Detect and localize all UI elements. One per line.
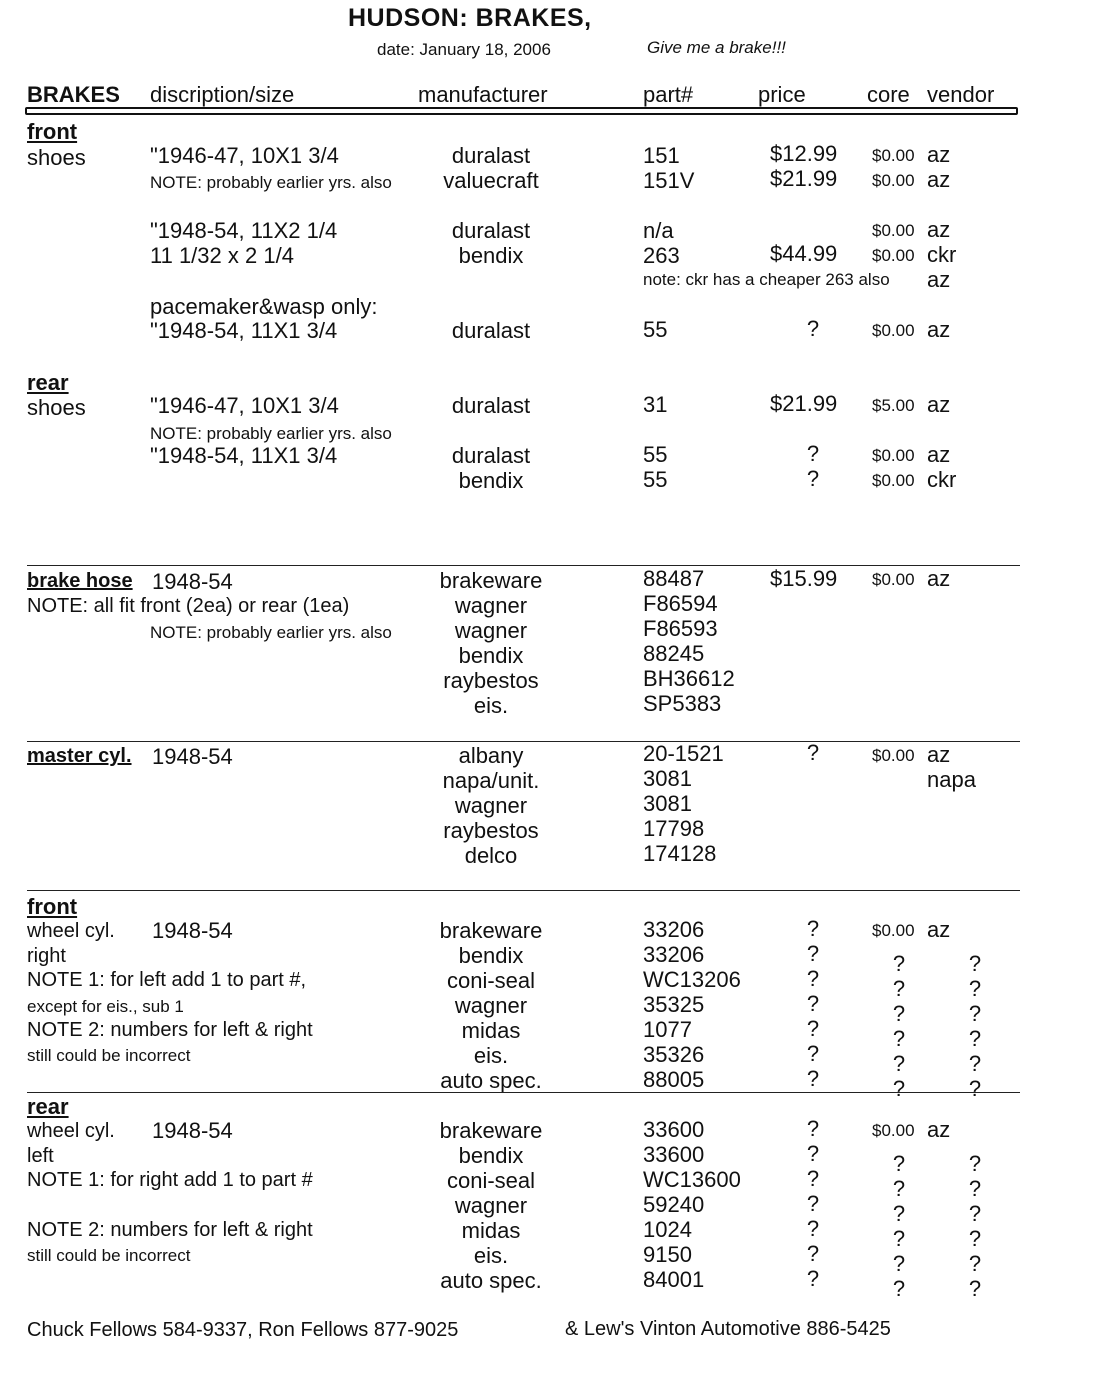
part-cell: 33206 <box>643 942 705 967</box>
part-cell: BH36612 <box>643 666 735 691</box>
vendor-cell: ? <box>968 1001 982 1026</box>
core-cell: $0.00 <box>872 321 915 340</box>
vendor-cell: ckr <box>927 242 957 267</box>
col-brakes: BRAKES <box>27 82 120 107</box>
manufacturer-cell: midas <box>461 1018 521 1043</box>
part-cell: 31 <box>643 392 668 417</box>
part-cell: 59240 <box>643 1192 705 1217</box>
vendor-cell: az <box>927 167 951 192</box>
part-cell: 88245 <box>643 641 705 666</box>
part-cell: 35325 <box>643 992 705 1017</box>
vendor-cell: az <box>927 917 951 942</box>
col-manufacturer: manufacturer <box>418 82 548 107</box>
price-cell: ? <box>806 466 820 491</box>
section-front-wheel-cyl: front <box>27 894 78 919</box>
core-cell: $0.00 <box>872 570 915 589</box>
vendor-cell: az <box>927 742 951 767</box>
years: 1948-54 <box>152 1118 233 1143</box>
vendor-cell: ? <box>968 1201 982 1226</box>
part-cell: 88487 <box>643 566 705 591</box>
price-cell: ? <box>806 941 820 966</box>
core-cell: ? <box>892 1051 906 1076</box>
core-cell: $0.00 <box>872 146 915 165</box>
description: "1948-54, 11X1 3/4 <box>150 318 338 343</box>
price-cell: $21.99 <box>770 391 838 416</box>
item-label: wheel cyl. <box>27 920 115 942</box>
manufacturer-cell: wagner <box>454 1193 528 1218</box>
manufacturer-cell: eis. <box>473 1043 509 1068</box>
vendor-cell: ? <box>968 1176 982 1201</box>
vendor-cell: ? <box>968 1276 982 1301</box>
col-price: price <box>758 82 806 107</box>
manufacturer-cell: auto spec. <box>440 1268 542 1293</box>
manufacturer-cell: coni-seal <box>446 968 536 993</box>
header-divider <box>25 107 1018 115</box>
section-divider <box>27 890 1020 891</box>
part-cell: 55 <box>643 442 668 467</box>
vendor-cell: ? <box>968 1251 982 1276</box>
description: pacemaker&wasp only: <box>150 294 378 319</box>
tagline: Give me a brake!!! <box>647 38 786 57</box>
vendor-cell: az <box>927 267 951 292</box>
price-cell: ? <box>806 1041 820 1066</box>
price-cell: ? <box>806 1241 820 1266</box>
part-cell: 263 <box>643 243 680 268</box>
part-cell: 1024 <box>643 1217 692 1242</box>
core-cell: ? <box>892 1201 906 1226</box>
vendor-cell: az <box>927 142 951 167</box>
price-cell: $12.99 <box>770 141 838 166</box>
manufacturer-cell: duralast <box>451 143 531 168</box>
vendor-cell: az <box>927 566 951 591</box>
price-cell: ? <box>806 1066 820 1091</box>
part-cell: 17798 <box>643 816 705 841</box>
price-cell: ? <box>806 966 820 991</box>
description: "1946-47, 10X1 3/4 <box>150 393 339 418</box>
part-cell: 88005 <box>643 1067 705 1092</box>
manufacturer-cell: eis. <box>473 1243 509 1268</box>
years: 1948-54 <box>152 744 233 769</box>
item-label: shoes <box>27 395 86 420</box>
vendor-cell: az <box>927 392 951 417</box>
price-cell: ? <box>806 1016 820 1041</box>
note: NOTE 1: for left add 1 to part #, <box>27 969 307 991</box>
item-label: wheel cyl. <box>27 1120 115 1142</box>
core-cell: $0.00 <box>872 1121 915 1140</box>
note: note: ckr has a cheaper 263 also <box>643 270 890 289</box>
part-cell: F86594 <box>643 591 718 616</box>
part-cell: 151 <box>643 143 680 168</box>
core-cell: ? <box>892 1176 906 1201</box>
manufacturer-cell: wagner <box>454 593 528 618</box>
price-cell: ? <box>806 991 820 1016</box>
document-date: date: January 18, 2006 <box>377 40 551 59</box>
manufacturer-cell: brakeware <box>439 1118 543 1143</box>
price-cell: $21.99 <box>770 166 838 191</box>
col-part: part# <box>643 82 694 107</box>
note: NOTE 1: for right add 1 to part # <box>27 1169 313 1191</box>
manufacturer-cell: coni-seal <box>446 1168 536 1193</box>
note: NOTE 2: numbers for left & right <box>27 1219 313 1241</box>
section-divider <box>27 741 1020 742</box>
core-cell: ? <box>892 1226 906 1251</box>
col-description: discription/size <box>150 82 295 107</box>
price-cell: ? <box>806 1216 820 1241</box>
manufacturer-cell: wagner <box>454 618 528 643</box>
part-cell: SP5383 <box>643 691 722 716</box>
vendor-cell: az <box>927 317 951 342</box>
manufacturer-cell: bendix <box>458 468 524 493</box>
part-cell: 3081 <box>643 791 692 816</box>
manufacturer-cell: albany <box>458 743 524 768</box>
note: still could be incorrect <box>27 1046 191 1065</box>
manufacturer-cell: duralast <box>451 443 531 468</box>
vendor-cell: napa <box>927 767 976 792</box>
section-front-shoes: front <box>27 119 78 144</box>
years: 1948-54 <box>152 569 233 594</box>
manufacturer-cell: auto spec. <box>440 1068 542 1093</box>
manufacturer-cell: midas <box>461 1218 521 1243</box>
part-cell: 33206 <box>643 917 705 942</box>
part-cell: 84001 <box>643 1267 705 1292</box>
vendor-cell: ? <box>968 1151 982 1176</box>
price-cell: $15.99 <box>770 566 838 591</box>
core-cell: ? <box>892 1276 906 1301</box>
note: NOTE: probably earlier yrs. also <box>150 623 392 642</box>
col-vendor: vendor <box>927 82 995 107</box>
part-cell: 35326 <box>643 1042 705 1067</box>
core-cell: ? <box>892 1151 906 1176</box>
core-cell: ? <box>892 1001 906 1026</box>
core-cell: ? <box>892 1026 906 1051</box>
core-cell: ? <box>892 1251 906 1276</box>
section-divider <box>27 1092 1020 1093</box>
note: except for eis., sub 1 <box>27 997 184 1016</box>
footer-shop: & Lew's Vinton Automotive 886-5425 <box>565 1318 891 1340</box>
vendor-cell: ? <box>968 1051 982 1076</box>
core-cell: $0.00 <box>872 746 915 765</box>
part-cell: 33600 <box>643 1117 705 1142</box>
price-cell: ? <box>806 1266 820 1291</box>
section-rear-shoes: rear <box>27 370 69 395</box>
side-label: left <box>27 1145 54 1167</box>
footer-contacts: Chuck Fellows 584-9337, Ron Fellows 877-9025 <box>27 1319 459 1341</box>
price-cell: ? <box>806 441 820 466</box>
part-cell: WC13206 <box>643 967 741 992</box>
part-cell: WC13600 <box>643 1167 741 1192</box>
core-cell: ? <box>892 1076 906 1101</box>
core-cell: ? <box>892 951 906 976</box>
vendor-cell: ? <box>968 1076 982 1101</box>
section-divider <box>27 565 1020 566</box>
section-rear-wheel-cyl: rear <box>27 1094 69 1119</box>
manufacturer-cell: duralast <box>451 393 531 418</box>
part-cell: 33600 <box>643 1142 705 1167</box>
vendor-cell: az <box>927 442 951 467</box>
part-cell: 55 <box>643 467 668 492</box>
price-cell: ? <box>806 316 820 341</box>
core-cell: $5.00 <box>872 396 915 415</box>
part-cell: 3081 <box>643 766 692 791</box>
manufacturer-cell: napa/unit. <box>442 768 540 793</box>
part-cell: n/a <box>643 218 674 243</box>
manufacturer-cell: bendix <box>458 943 524 968</box>
price-cell: ? <box>806 916 820 941</box>
core-cell: $0.00 <box>872 171 915 190</box>
manufacturer-cell: bendix <box>458 643 524 668</box>
vendor-cell: ? <box>968 1026 982 1051</box>
note: NOTE: probably earlier yrs. also <box>150 173 392 192</box>
core-cell: $0.00 <box>872 921 915 940</box>
manufacturer-cell: eis. <box>473 693 509 718</box>
manufacturer-cell: bendix <box>458 1143 524 1168</box>
vendor-cell: az <box>927 1117 951 1142</box>
description: "1948-54, 11X2 1/4 <box>150 218 338 243</box>
vendor-cell: az <box>927 217 951 242</box>
vendor-cell: ? <box>968 951 982 976</box>
manufacturer-cell: brakeware <box>439 918 543 943</box>
item-label: shoes <box>27 145 86 170</box>
part-cell: 1077 <box>643 1017 692 1042</box>
manufacturer-cell: raybestos <box>443 668 539 693</box>
description: 11 1/32 x 2 1/4 <box>150 243 294 268</box>
manufacturer-cell: delco <box>464 843 518 868</box>
core-cell: $0.00 <box>872 471 915 490</box>
vendor-cell: ? <box>968 976 982 1001</box>
core-cell: $0.00 <box>872 221 915 240</box>
price-cell: ? <box>806 1166 820 1191</box>
manufacturer-cell: raybestos <box>443 818 539 843</box>
section-master-cyl: master cyl. <box>27 745 132 767</box>
part-cell: 55 <box>643 317 668 342</box>
part-cell: 9150 <box>643 1242 692 1267</box>
manufacturer-cell: valuecraft <box>443 168 539 193</box>
price-cell: ? <box>806 1116 820 1141</box>
core-cell: $0.00 <box>872 246 915 265</box>
description: "1946-47, 10X1 3/4 <box>150 143 339 168</box>
note: NOTE: all fit front (2ea) or rear (1ea) <box>27 595 350 617</box>
note: NOTE 2: numbers for left & right <box>27 1019 313 1041</box>
part-cell: 174128 <box>643 841 717 866</box>
manufacturer-cell: brakeware <box>439 568 543 593</box>
years: 1948-54 <box>152 918 233 943</box>
side-label: right <box>27 945 66 967</box>
price-cell: ? <box>806 740 820 765</box>
manufacturer-cell: wagner <box>454 993 528 1018</box>
manufacturer-cell: duralast <box>451 318 531 343</box>
manufacturer-cell: wagner <box>454 793 528 818</box>
section-brake-hose: brake hose <box>27 570 133 592</box>
vendor-cell: ? <box>968 1226 982 1251</box>
page-title: HUDSON: BRAKES, <box>348 4 592 32</box>
price-cell: ? <box>806 1191 820 1216</box>
core-cell: $0.00 <box>872 446 915 465</box>
price-cell: $44.99 <box>770 241 838 266</box>
part-cell: 151V <box>643 168 695 193</box>
vendor-cell: ckr <box>927 467 957 492</box>
part-cell: F86593 <box>643 616 718 641</box>
note: still could be incorrect <box>27 1246 191 1265</box>
col-core: core <box>867 82 910 107</box>
part-cell: 20-1521 <box>643 741 724 766</box>
description: "1948-54, 11X1 3/4 <box>150 443 338 468</box>
note: NOTE: probably earlier yrs. also <box>150 424 392 443</box>
manufacturer-cell: bendix <box>458 243 524 268</box>
manufacturer-cell: duralast <box>451 218 531 243</box>
core-cell: ? <box>892 976 906 1001</box>
price-cell: ? <box>806 1141 820 1166</box>
